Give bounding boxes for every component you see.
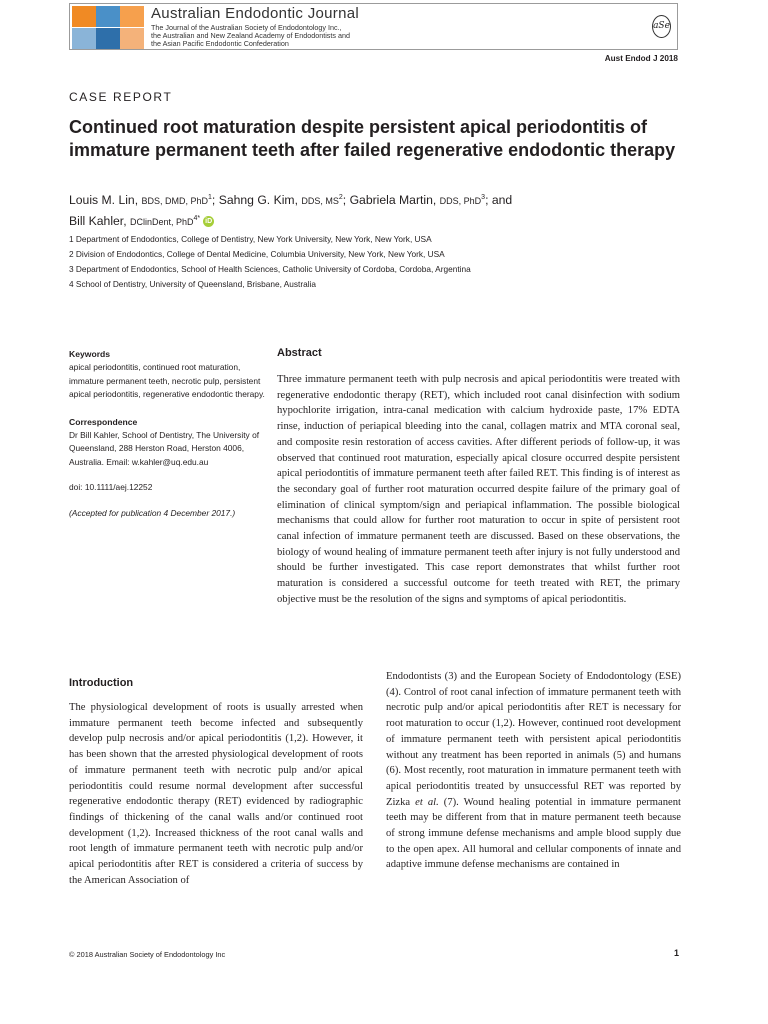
keywords-heading: Keywords [69, 349, 111, 359]
logo-square [96, 28, 120, 49]
author-separator: ; [342, 193, 350, 208]
author[interactable] [69, 214, 200, 228]
introduction-right-column [386, 669, 681, 873]
author-affiliation-mark: 1 [208, 194, 212, 201]
page-number: 1 [673, 948, 679, 958]
accepted-date: (Accepted for publication 4 December 2017.) [69, 507, 236, 518]
author-affiliation-mark: 3 [481, 194, 486, 201]
author-list [69, 189, 709, 231]
copyright-notice: © 2018 Australian Society of Endodontology Inc [69, 950, 226, 959]
logo-square [120, 28, 144, 49]
body-text-italic: et al. [415, 796, 439, 808]
logo-square [72, 6, 96, 27]
author-separator: ; and [485, 193, 513, 208]
journal-name[interactable]: Australian Endodontic Journal [151, 5, 359, 22]
body-text: (7). Wound healing potential in immature permanent teeth may be different from that in mature permanent teeth because of strong immune defense mechanisms and ample blood supply due to the open apex. All humoral and cellular components of innate and adaptive immune defense mechanisms are contained in [386, 796, 681, 871]
article-title: Continued root maturation despite persistent apical periodontitis of immature permanent teeth after failed regenerative endodontic therapy [69, 117, 676, 160]
introduction-heading: Introduction [69, 677, 134, 689]
author-name: Bill Kahler, [69, 214, 127, 229]
affiliation-item: 1 Department of Endodontics, College of Dentistry, New York University, New York, New York, USA [69, 234, 432, 244]
keywords-text: apical periodontitis, continued root maturation, immature permanent teeth, necrotic pulp, persistent apical periodontitis, regenerative endodontic therapy. [69, 362, 265, 400]
journal-subtitle-line: the Asian Pacific Endodontic Confederation [151, 38, 289, 48]
article-sidebar [69, 348, 269, 520]
author-name: Sahng G. Kim, [218, 193, 298, 208]
correspondence-heading: Correspondence [69, 416, 138, 427]
journal-citation: Aust Endod J 2018 [604, 54, 678, 63]
body-text: Endodontists (3) and the European Society of Endodontology (ESE) (4). Control of root canal infection of immature permanent teeth with necrotic pulp and/or apical periodontitis after RET is necessary for root maturation to occur (1,2). However, continued root development of immature permanent teeth with persistent apical periodontitis without any treatment has been reported in animals (5) and humans (6). Most recently, root maturation in immature permanent teeth with apical periodontitis treated by unsuccessful RET was reported by Zizka [386, 671, 681, 808]
corresponding-mark: * [197, 215, 201, 223]
author-affiliation-mark [194, 215, 201, 222]
author-degrees: DDS, MS [301, 196, 339, 207]
journal-logo [70, 4, 145, 49]
affiliation-number: 4 [193, 215, 198, 223]
correspondence-text: Dr Bill Kahler, School of Dentistry, The University of Queensland, 288 Herston Road, Herston 4006, Australia. Email: w.kahler@uq.edu.au [69, 430, 260, 467]
journal-subtitle [151, 24, 350, 47]
author-degrees: BDS, DMD, PhD [141, 196, 209, 207]
abstract-text: Three immature permanent teeth with pulp necrosis and apical periodontitis were treated with regenerative endodontic therapy (RET), which included root canal disinfection with sodium hypochlorite irrigation, intra-canal medication with calcium hydroxide paste, 17% EDTA rinse, induction of periapical bleeding into the canal, collagen matrix and MTA coronal seal, and composite resin restoration of access cavities. After different periods of follow-up, it was observed that continued root maturation, especially apical closure occurred despite persistent apical periodontitis of immature permanent teeth after failed RET. This finding is of interest as the secondary goal of further root maturation occurred despite failure of the primary goal of elimination of clinical symptom/sign and periapical inflammation. The possible biological mechanisms that could allow for further root maturation to occur in spite of persistent root canal infection of immature permanent teeth are discussed. Based on these observations, the biology of wound healing of immature permanent teeth after injury is not fully understood and should be further investigated. This case report demonstrates that whilst further root maturation is considered a successful outcome for teeth treated with RET, the primary objective must be the resolution of the signs and symptoms of apical periodontitis. [277, 374, 680, 605]
affiliation-list [69, 232, 709, 292]
article-type: CASE REPORT [69, 90, 173, 104]
affiliation-item: 4 School of Dentistry, University of Queensland, Brisbane, Australia [69, 279, 317, 289]
author-affiliation-mark: 2 [338, 194, 343, 201]
journal-subtitle-line: The Journal of the Australian Society of Endodontology Inc., [151, 23, 342, 32]
author[interactable] [219, 193, 343, 207]
abstract-heading: Abstract [277, 347, 322, 359]
author[interactable] [350, 193, 486, 207]
author[interactable] [69, 193, 212, 207]
affiliation-item: 3 Department of Endodontics, School of Health Sciences, Catholic University of Cordoba, Cordoba, Argentina [69, 264, 471, 274]
doi-link[interactable]: doi: 10.1111/aej.12252 [69, 482, 153, 493]
logo-square [72, 28, 96, 49]
author-separator: ; [211, 193, 219, 208]
author-degrees: DClinDent, PhD [129, 217, 194, 228]
ase-logo-icon: aSe [652, 15, 671, 38]
author-name: Louis M. Lin, [69, 193, 139, 208]
orcid-icon[interactable]: iD [205, 218, 213, 226]
logo-square [96, 6, 120, 27]
author-name: Gabriela Martin, [349, 193, 437, 208]
introduction-left-column: The physiological development of roots is usually arrested when immature permanent teeth become infected and subsequently develop pulp necrosis and/or apical periodontitis (1,2). However, it has been shown that the arrested physiological development of roots of immature permanent teeth with necrotic pulp and/or apical periodontitis could resume normal development after successful regenerative endodontic therapy (RET) evidenced by radiographic findings of thickening of the canal walls and/or continued root development (1,2). Increased thickness of the root canal walls and root length of immature permanent teeth with necrotic pulp and/or apical periodontitis after RET is considered a criteria of success by the American Association of [69, 702, 363, 886]
logo-square [120, 6, 144, 27]
affiliation-item: 2 Division of Endodontics, College of Dental Medicine, Columbia University, New York, New York, USA [69, 249, 445, 259]
author-degrees: DDS, PhD [439, 196, 482, 207]
journal-subtitle-line: the Australian and New Zealand Academy of Endodontists and [151, 30, 350, 40]
